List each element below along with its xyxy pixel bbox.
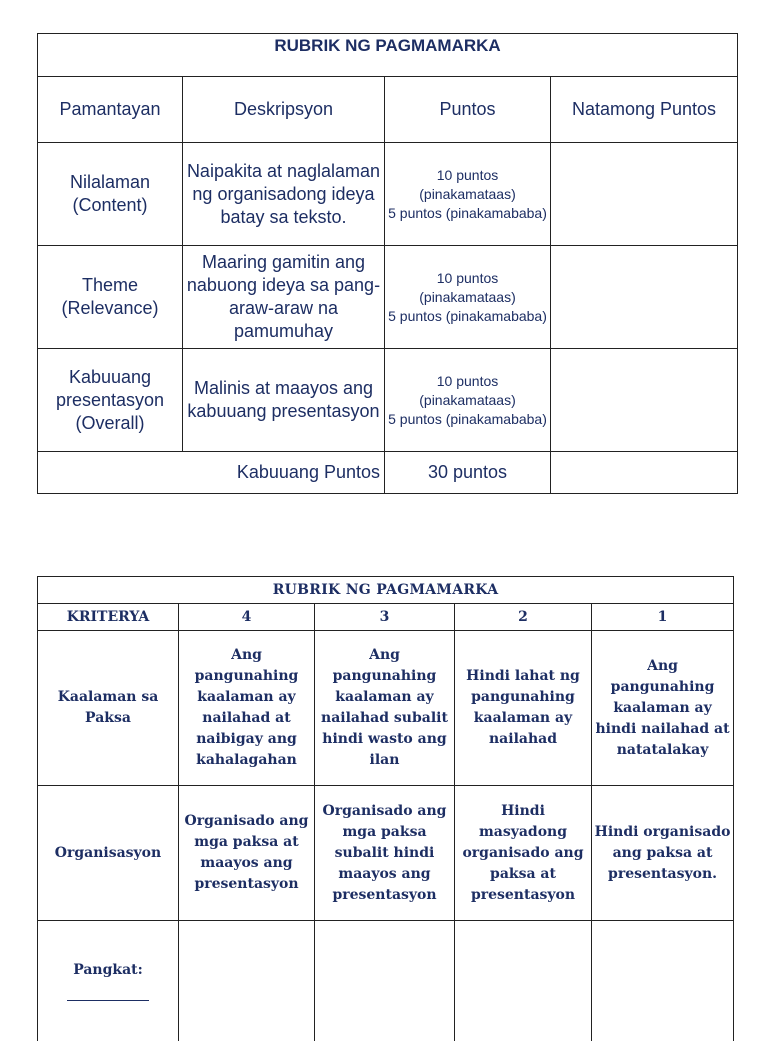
description-cell: Naipakita at naglalaman ng organisadong ideya batay sa teksto.: [183, 143, 385, 246]
pangkat-blank-line[interactable]: [67, 1000, 149, 1001]
points-cell: [385, 349, 551, 452]
header-deskripsyon: Deskripsyon: [183, 77, 385, 143]
total-score-cell[interactable]: [551, 452, 738, 494]
header-score-3: 3: [315, 604, 455, 631]
table-row: [38, 921, 734, 1041]
points-min: 5 puntos (pinakamababa): [387, 204, 548, 223]
header-score-1: 1: [592, 604, 734, 631]
criteria-cell: Nilalaman (Content): [38, 143, 183, 246]
score-cell[interactable]: [315, 921, 455, 1041]
pangkat-label: Pangkat:: [40, 962, 176, 978]
level-4-cell: Organisado ang mga paksa at maayos ang presentasyon: [179, 786, 315, 921]
rubric-table-1: [37, 33, 738, 494]
criteria-cell: Kaalaman sa Paksa: [38, 631, 179, 786]
header-score-2: 2: [455, 604, 592, 631]
header-natamong-puntos: Natamong Puntos: [551, 77, 738, 143]
table-row: [38, 246, 738, 349]
score-cell[interactable]: [455, 921, 592, 1041]
rubric-2-title: RUBRIK NG PAGMAMARKA: [38, 577, 734, 604]
criteria-cell: Kabuuang presentasyon (Overall): [38, 349, 183, 452]
criteria-cell: Organisasyon: [38, 786, 179, 921]
points-cell: [385, 143, 551, 246]
level-1-cell: Ang pangunahing kaalaman ay hindi nailahad at natatalakay: [592, 631, 734, 786]
level-4-cell: Ang pangunahing kaalaman ay nailahad at naibigay ang kahalagahan: [179, 631, 315, 786]
points-min: 5 puntos (pinakamababa): [387, 307, 548, 326]
pangkat-cell: [38, 921, 179, 1041]
total-value: 30 puntos: [385, 452, 551, 494]
description-cell: Maaring gamitin ang nabuong ideya sa pang-araw-araw na pamumuhay: [183, 246, 385, 349]
header-puntos: Puntos: [385, 77, 551, 143]
header-pamantayan: Pamantayan: [38, 77, 183, 143]
header-kriterya: KRITERYA: [38, 604, 179, 631]
points-max: 10 puntos (pinakamataas): [387, 372, 548, 410]
score-cell[interactable]: [551, 349, 738, 452]
table-row: [38, 631, 734, 786]
description-cell: Malinis at maayos ang kabuuang presentasyon: [183, 349, 385, 452]
score-cell[interactable]: [592, 921, 734, 1041]
table-row: [38, 786, 734, 921]
level-2-cell: Hindi masyadong organisado ang paksa at presentasyon: [455, 786, 592, 921]
total-blank-cell: [38, 452, 183, 494]
points-max: 10 puntos (pinakamataas): [387, 166, 548, 204]
score-cell[interactable]: [551, 246, 738, 349]
level-1-cell: Hindi organisado ang paksa at presentasyon.: [592, 786, 734, 921]
total-label: Kabuuang Puntos: [183, 452, 385, 494]
level-3-cell: Ang pangunahing kaalaman ay nailahad subalit hindi wasto ang ilan: [315, 631, 455, 786]
table-row: [38, 349, 738, 452]
level-3-cell: Organisado ang mga paksa subalit hindi maayos ang presentasyon: [315, 786, 455, 921]
score-cell[interactable]: [551, 143, 738, 246]
table-row: [38, 143, 738, 246]
rubric-1-title: RUBRIK NG PAGMAMARKA: [38, 34, 738, 77]
level-2-cell: Hindi lahat ng pangunahing kaalaman ay nailahad: [455, 631, 592, 786]
rubric-table-2: [37, 576, 734, 1041]
points-max: 10 puntos (pinakamataas): [387, 269, 548, 307]
header-score-4: 4: [179, 604, 315, 631]
score-cell[interactable]: [179, 921, 315, 1041]
points-cell: [385, 246, 551, 349]
criteria-cell: Theme (Relevance): [38, 246, 183, 349]
points-min: 5 puntos (pinakamababa): [387, 410, 548, 429]
